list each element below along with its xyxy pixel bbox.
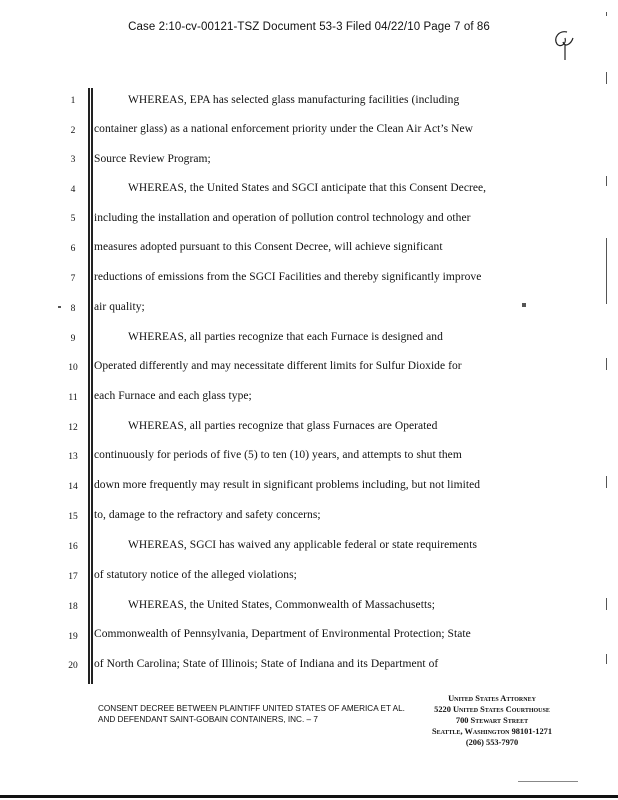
line-number: 1	[70, 96, 76, 106]
case-header: Case 2:10-cv-00121-TSZ Document 53-3 Filed 04/22/10 Page 7 of 86	[128, 21, 490, 33]
text-line: WHEREAS, the United States, Commonwealth of Massachusetts;	[128, 599, 435, 611]
scan-artifact	[606, 12, 607, 16]
line-number: 13	[68, 452, 78, 462]
text-line: air quality;	[94, 301, 145, 313]
line-number: 3	[70, 155, 76, 165]
attorney-phone: (206) 553-7970	[465, 738, 519, 747]
scan-artifact	[606, 238, 607, 304]
text-line: measures adopted pursuant to this Consent Decree, will achieve significant	[94, 241, 443, 253]
text-line: down more frequently may result in significant problems including, but not limited	[94, 479, 481, 491]
text-line: reductions of emissions from the SGCI Facilities and thereby significantly improve	[94, 271, 482, 283]
text-line: WHEREAS, the United States and SGCI anticipate that this Consent Decree,	[128, 182, 487, 194]
attorney-address-line3: Seattle, Washington 98101-1271	[431, 727, 553, 736]
left-margin-rule-inner	[91, 88, 93, 684]
line-number: 15	[68, 512, 78, 522]
text-line: Source Review Program;	[94, 153, 211, 165]
footer-caption-line2: AND DEFENDANT SAINT-GOBAIN CONTAINERS, INC. – 7	[98, 715, 318, 724]
line-number: 14	[68, 482, 78, 492]
text-line: of statutory notice of the alleged violations;	[94, 569, 297, 581]
line-number: 20	[68, 661, 78, 671]
text-line: WHEREAS, all parties recognize that each Furnace is designed and	[128, 331, 443, 343]
scan-artifact	[606, 72, 607, 84]
scan-artifact	[606, 176, 607, 186]
line-number: 4	[70, 185, 76, 195]
line-number: 9	[70, 334, 76, 344]
scan-artifact	[518, 781, 578, 782]
scan-artifact	[606, 358, 607, 370]
scan-artifact	[606, 476, 607, 488]
text-line: WHEREAS, all parties recognize that glass Furnaces are Operated	[128, 420, 438, 432]
footer-caption-line1: CONSENT DECREE BETWEEN PLAINTIFF UNITED STATES OF AMERICA ET AL.	[98, 704, 405, 713]
attorney-office: United States Attorney	[448, 694, 536, 703]
text-line: including the installation and operation of pollution control technology and other	[94, 212, 471, 224]
text-line: container glass) as a national enforcement priority under the Clean Air Act’s New	[94, 123, 473, 135]
attorney-address-block	[412, 693, 572, 748]
line-number: 8	[70, 304, 76, 314]
scan-artifact	[522, 303, 526, 307]
left-margin-rule	[88, 88, 90, 684]
scan-artifact	[606, 598, 607, 610]
footer-caption	[98, 703, 405, 725]
line-number: 6	[70, 244, 76, 254]
text-line: Commonwealth of Pennsylvania, Department of Environmental Protection; State	[94, 628, 471, 640]
attorney-address-line1: 5220 United States Courthouse	[434, 705, 550, 714]
attorney-address-line2: 700 Stewart Street	[455, 716, 529, 725]
scan-artifact	[606, 654, 607, 664]
line-number: 2	[70, 126, 76, 136]
text-line: to, damage to the refractory and safety concerns;	[94, 509, 321, 521]
text-line: WHEREAS, SGCI has waived any applicable federal or state requirements	[128, 539, 477, 551]
line-number: 12	[68, 423, 78, 433]
bottom-edge-rule	[0, 795, 618, 798]
text-line: of North Carolina; State of Illinois; State of Indiana and its Department of	[94, 658, 439, 670]
line-number: 17	[68, 572, 78, 582]
line-number: 11	[68, 393, 78, 403]
line-number: 18	[68, 602, 78, 612]
text-line: Operated differently and may necessitate different limits for Sulfur Dioxide for	[94, 360, 462, 372]
line-number: 19	[68, 632, 78, 642]
text-line: continuously for periods of five (5) to ten (10) years, and attempts to shut them	[94, 449, 462, 461]
scan-artifact	[58, 306, 61, 308]
line-number: 10	[68, 363, 78, 373]
line-number: 16	[68, 542, 78, 552]
line-number: 5	[70, 214, 76, 224]
text-line: each Furnace and each glass type;	[94, 390, 252, 402]
text-line: WHEREAS, EPA has selected glass manufacturing facilities (including	[128, 94, 460, 106]
line-number: 7	[70, 274, 76, 284]
handwritten-initials-icon	[545, 26, 579, 66]
